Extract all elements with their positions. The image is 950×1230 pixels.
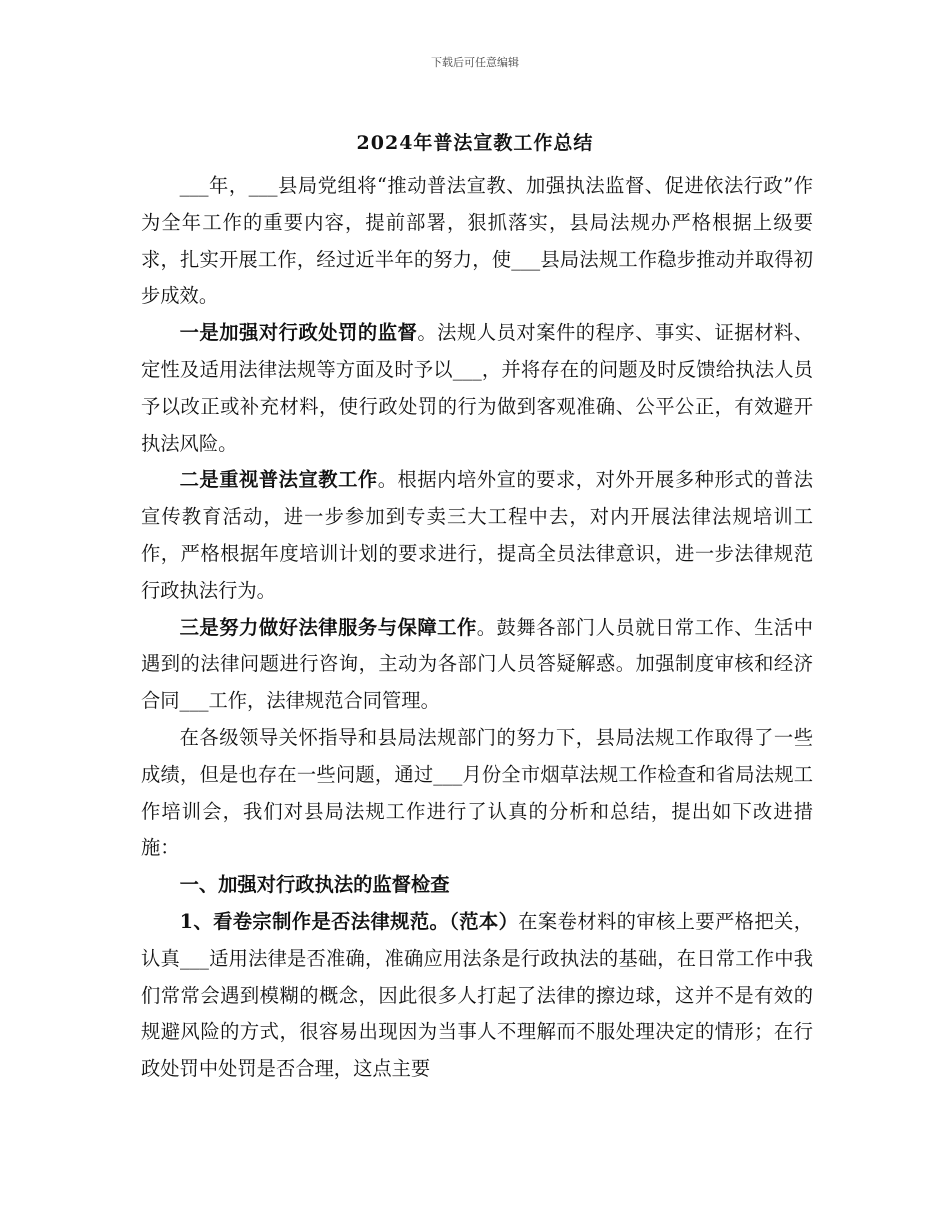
section-heading — [141, 867, 813, 904]
paragraph-point-2 — [141, 462, 813, 609]
paragraph-lead: 二是重视普法宣教工作 — [179, 468, 378, 492]
paragraph-subpoint-1 — [141, 904, 813, 1088]
paragraph-text: 在案卷材料的审核上要严格把关，认真___适用法律是否准确，准确应用法条是行政执法的基础，在日常工作中我们常常会遇到模糊的概念，因此很多人打起了法律的擦边球，这并不是有效的规避风险的方式，很容易出现因为当事人不理解而不服处理决定的情形；在行政处罚中处罚是否合理，这点主要 — [141, 909, 813, 1081]
paragraph-point-3 — [141, 610, 813, 720]
paragraph-text: 在各级领导关怀指导和县局法规部门的努力下，县局法规工作取得了一些成绩，但是也存在一些问题，通过___月份全市烟草法规工作检查和省局法规工作培训会，我们对县局法规工作进行了认真的分析和总结，提出如下改进措施： — [141, 725, 813, 860]
paragraph-lead: 一是加强对行政处罚的监督 — [179, 321, 418, 345]
paragraph-text: 。法规人员对案件的程序、事实、证据材料、定性及适用法律法规等方面及时予以___，并将存在的问题及时反馈给执法人员予以改正或补充材料，使行政处罚的行为做到客观准确、公平公正，有效避开执法风险。 — [141, 321, 814, 455]
paragraph-text: ___年，___县局党组将“推动普法宣教、加强执法监督、促进依法行政”作为全年工作的重要内容，提前部署，狠抓落实，县局法规办严格根据上级要求，扎实开展工作，经过近半年的努力，使___县局法规工作稳步推动并取得初步成效。 — [141, 174, 813, 308]
paragraph-text: 。鼓舞各部门人员就日常工作、生活中遇到的法律问题进行咨询，主动为各部门人员答疑解惑。加强制度审核和经济合同___工作，法律规范合同管理。 — [141, 615, 813, 713]
document-title: 2024年普法宣教工作总结 — [356, 132, 594, 154]
paragraph-summary — [141, 720, 813, 867]
paragraph-intro — [141, 168, 813, 315]
document-body — [141, 168, 813, 1088]
paragraph-lead: 三是努力做好法律服务与保障工作 — [179, 615, 477, 639]
paragraph-lead: 1、看卷宗制作是否法律规范。（范本） — [179, 909, 519, 933]
paragraph-point-1 — [141, 315, 813, 462]
page-header-note: 下载后可任意编辑 — [431, 56, 519, 69]
section-heading-text: 一、加强对行政执法的监督检查 — [179, 873, 450, 897]
paragraph-text: 。根据内培外宣的要求，对外开展多种形式的普法宣传教育活动，进一步参加到专卖三大工程中去，对内开展法律法规培训工作，严格根据年度培训计划的要求进行，提高全员法律意识，进一步法律规范行政执法行为。 — [141, 468, 814, 602]
